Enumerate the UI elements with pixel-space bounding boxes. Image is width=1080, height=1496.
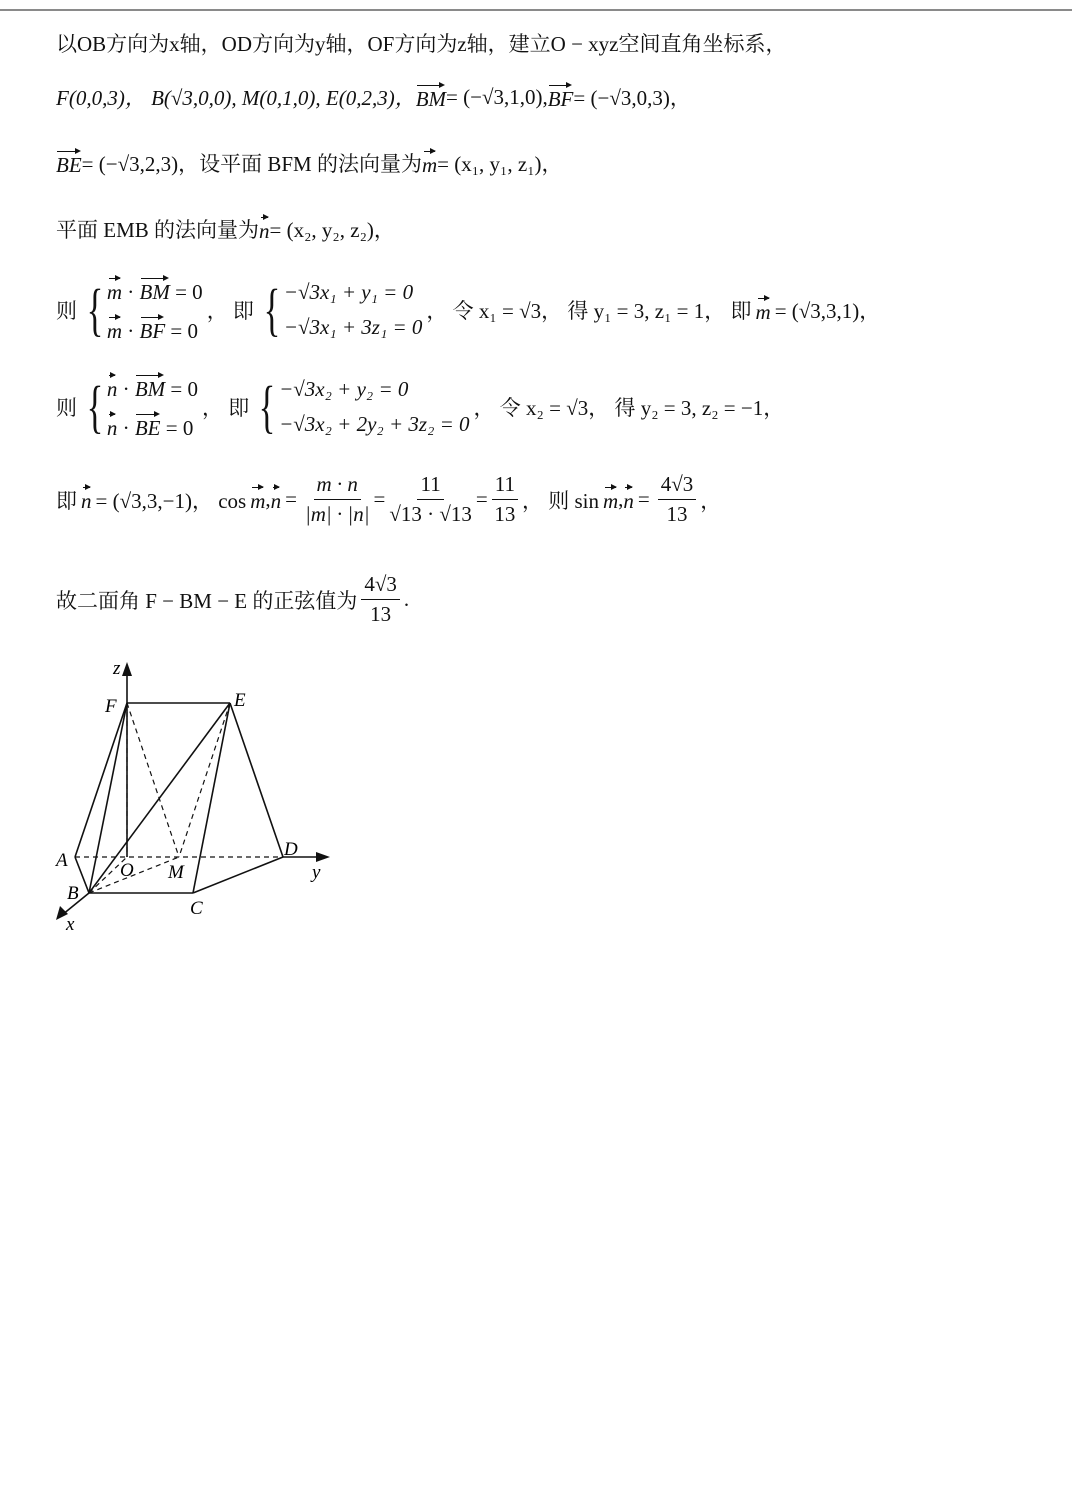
eq: = 0: [170, 377, 199, 401]
solution-text: ， 令 x₁ = √3， 得 y₁ = 3, z₁ = 1， 即: [426, 299, 752, 323]
ji-label: ， 即: [206, 299, 254, 323]
label-x: x: [66, 914, 75, 935]
label-b: B: [67, 883, 79, 904]
system-n-eq: { −√3x₂ + y₂ = 0 −√3x₂ + 2y₂ + 3z₂ = 0: [258, 374, 470, 439]
numerator: 4√3: [361, 572, 400, 600]
equation: −√3x₁ + 3z₁ = 0: [283, 315, 423, 339]
eq: = 0: [170, 319, 199, 343]
segment-fm: [127, 703, 179, 857]
vector-bm: BM: [416, 83, 446, 112]
vector-bf: BF: [140, 315, 166, 344]
dot: ·: [122, 377, 130, 401]
system-n-dot: { n · BM = 0 n · BE = 0: [86, 374, 199, 440]
vector-m: m: [603, 485, 618, 514]
vector-m: m: [107, 276, 122, 305]
period: .: [403, 587, 410, 611]
denominator: 13: [370, 602, 392, 626]
vector-n: n: [107, 373, 118, 402]
n-result: = (√3,3,−1)， cos: [95, 488, 247, 513]
vector-m: m: [756, 296, 771, 325]
be-text: = (−√3,2,3)，设平面 BFM 的法向量为: [81, 152, 422, 176]
denominator: 13: [666, 502, 688, 526]
label-a: A: [56, 850, 68, 871]
dot: ·: [127, 280, 135, 304]
sine-text: ， 则 sin: [521, 488, 599, 513]
normal-n-text: 平面 EMB 的法向量为: [56, 218, 260, 242]
numerator: m · n: [314, 472, 361, 500]
label-e: E: [234, 690, 246, 711]
edge-ed: [230, 703, 283, 857]
comma: ，: [700, 488, 722, 513]
geometry-figure: [0, 0, 400, 950]
vector-be: BE: [56, 149, 82, 178]
system-m-dot: { m · BM = 0 m · BF = 0: [86, 277, 203, 343]
vector-m: m: [107, 315, 122, 344]
conclusion-text: 故二面角 F − BM − E 的正弦值为: [56, 588, 358, 613]
vector-bf: BF: [548, 83, 574, 112]
eq: = 0: [165, 416, 194, 440]
fraction-sine: [658, 472, 697, 527]
m-components: = (x₁, y₁, z₁)，: [437, 152, 563, 176]
eq: =: [475, 487, 488, 511]
vector-n: n: [81, 485, 92, 514]
ji-label: ， 即: [202, 396, 250, 420]
vector-n: n: [107, 412, 118, 441]
vector-n: n: [259, 215, 270, 244]
y-arrow-icon: [316, 852, 330, 862]
label-m: M: [168, 862, 184, 883]
numerator: 11: [417, 472, 443, 500]
label-d: D: [284, 839, 298, 860]
solution-text: ， 令 x₂ = √3， 得 y₂ = 3, z₂ = −1，: [473, 396, 785, 420]
label-y: y: [312, 862, 321, 883]
eq: =: [637, 487, 650, 511]
ze-label: 则: [56, 299, 77, 323]
vector-m: m: [422, 149, 437, 178]
label-o: O: [120, 860, 134, 881]
axes-text: 以OB方向为x轴，OD方向为y轴，OF方向为z轴，建立O − xyz空间直角坐标系，: [56, 32, 787, 56]
vector-m: m: [250, 485, 265, 514]
fraction-11-over-sqrt: [389, 472, 472, 527]
comma: ,: [265, 487, 271, 511]
vector-be: BE: [135, 412, 161, 441]
vector-n: n: [623, 485, 634, 514]
dot: ·: [127, 319, 135, 343]
equation: −√3x₂ + y₂ = 0: [279, 377, 409, 401]
ji-label: 即: [56, 488, 77, 513]
label-c: C: [190, 898, 203, 919]
system-m-eq: { −√3x₁ + y₁ = 0 −√3x₁ + 3z₁ = 0: [263, 277, 423, 342]
comma: ,: [618, 487, 624, 511]
vector-n: n: [271, 485, 282, 514]
dot: ·: [122, 416, 130, 440]
edge-cd: [193, 857, 283, 893]
denominator: 13: [494, 502, 516, 526]
equation: −√3x₁ + y₁ = 0: [283, 280, 414, 304]
eq: = 0: [175, 280, 203, 304]
bf-value: = (−√3,0,3)，: [573, 86, 691, 110]
z-arrow-icon: [122, 662, 132, 676]
ze-label: 则: [56, 396, 77, 420]
numerator: 4√3: [658, 472, 697, 500]
label-f: F: [105, 696, 117, 717]
n-components: = (x₂, y₂, z₂)，: [269, 218, 395, 242]
denominator: √13 · √13: [389, 502, 472, 526]
points-text: F(0,0,3)， B(√3,0,0), M(0,1,0), E(0,2,3)，: [56, 86, 416, 110]
label-z: z: [113, 658, 121, 679]
fraction-11-13: [492, 472, 518, 527]
vector-bm: BM: [135, 373, 165, 402]
eq: =: [285, 487, 297, 511]
numerator: 11: [492, 472, 518, 500]
denominator: |m| · |n|: [304, 502, 370, 526]
equation: −√3x₂ + 2y₂ + 3z₂ = 0: [279, 412, 470, 436]
bm-value: = (−√3,1,0),: [446, 84, 548, 109]
eq: =: [373, 487, 386, 511]
vector-bm: BM: [140, 276, 170, 305]
m-result: = (√3,3,1)，: [774, 299, 881, 323]
